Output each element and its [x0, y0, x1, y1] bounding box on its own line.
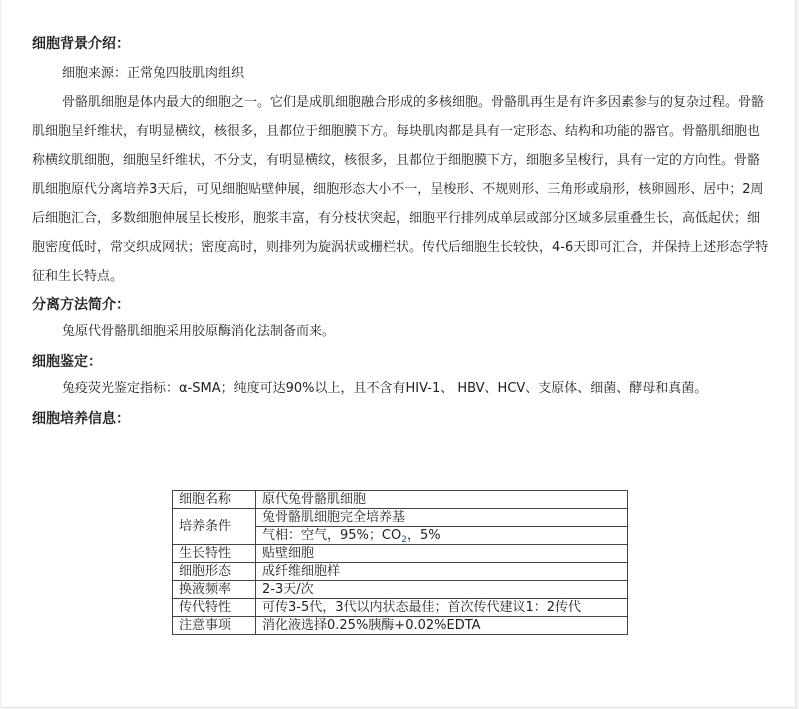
table-value-cell: 2-3天/次: [256, 581, 628, 599]
table-value-cell: 兔骨骼肌细胞完全培养基: [256, 509, 628, 527]
table-row: [173, 617, 628, 635]
table-value-cell: 消化液选择0.25%胰酶+0.02%EDTA: [256, 617, 628, 635]
table-value-cell: 可传3-5代，3代以内状态最佳；首次传代建议1：2传代: [256, 599, 628, 617]
table-key-cell: 传代特性: [173, 599, 256, 617]
table-key-cell: 注意事项: [173, 617, 256, 635]
table-row: [173, 563, 628, 581]
cell-source-text: 细胞来源：正常兔四肢肌肉组织: [62, 66, 245, 81]
section-heading: 细胞鉴定：: [32, 354, 102, 370]
table-row: [173, 509, 628, 527]
section-culture: [32, 407, 772, 431]
section-isolation: [32, 293, 772, 346]
isolation-paragraph: 兔原代骨骼肌细胞采用胶原酶消化法制备而来。: [62, 324, 336, 339]
gas-prefix: 气相：空气，95%；CO: [262, 528, 402, 543]
table-row: [173, 581, 628, 599]
table-value-cell: 原代兔骨骼肌细胞: [256, 491, 628, 509]
table-value-cell: 贴壁细胞: [256, 545, 628, 563]
table-value-cell: 成纤维细胞样: [256, 563, 628, 581]
table-key-cell: 生长特性: [173, 545, 256, 563]
document-content: [32, 32, 772, 431]
table-key-cell: 细胞名称: [173, 491, 256, 509]
table-row: [173, 599, 628, 617]
section-identification: [32, 350, 772, 403]
table-row: [173, 491, 628, 509]
background-paragraph: 骨骼肌细胞是体内最大的细胞之一。它们是成肌细胞融合形成的多核细胞。骨骼肌再生是有许多因素参与的复杂过程。骨骼肌细胞呈纤维状，有明显横纹，核很多，且都位于细胞膜下方。每块肌肉都是具有一定形态、结构和功能的器官。骨骼肌细胞也称横纹肌细胞，细胞呈纤维状，不分支，有明显横纹，核很多，且都位于细胞膜下方，细胞多呈梭行，具有一定的方向性。骨骼肌细胞原代分离培养3天后，可见细胞贴壁伸展，细胞形态大小不一，呈梭形、不规则形、三角形或扇形，核卵圆形、居中；2周后细胞汇合，多数细胞伸展呈长梭形，胞浆丰富，有分枝状突起，细胞平行排列成单层或部分区域多层重叠生长，高低起伏；细胞密度低时，常交织成网状；密度高时，则排列为旋涡状或栅栏状。传代后细胞生长较快，4-6天即可汇合，并保持上述形态学特征和生长特点。: [32, 95, 769, 284]
table-row: [173, 545, 628, 563]
gas-subscript: 2: [401, 535, 407, 545]
table-key-cell: 培养条件: [173, 509, 256, 545]
section-heading: 细胞背景介绍：: [32, 36, 130, 52]
table-key-cell: 换液频率: [173, 581, 256, 599]
culture-info-table: [172, 490, 628, 635]
identification-paragraph: 兔疫荧光鉴定指标：α-SMA；纯度可达90%以上，且不含有HIV-1、 HBV、HCV、支原体、细菌、酵母和真菌。: [62, 381, 708, 396]
section-background: [32, 32, 772, 291]
document-page: [2, 0, 796, 708]
gas-suffix: ，5%: [406, 528, 441, 543]
section-heading: 分离方法简介：: [32, 297, 130, 313]
table-key-cell: 细胞形态: [173, 563, 256, 581]
section-heading: 细胞培养信息：: [32, 411, 130, 427]
table-value-cell: [256, 527, 628, 545]
